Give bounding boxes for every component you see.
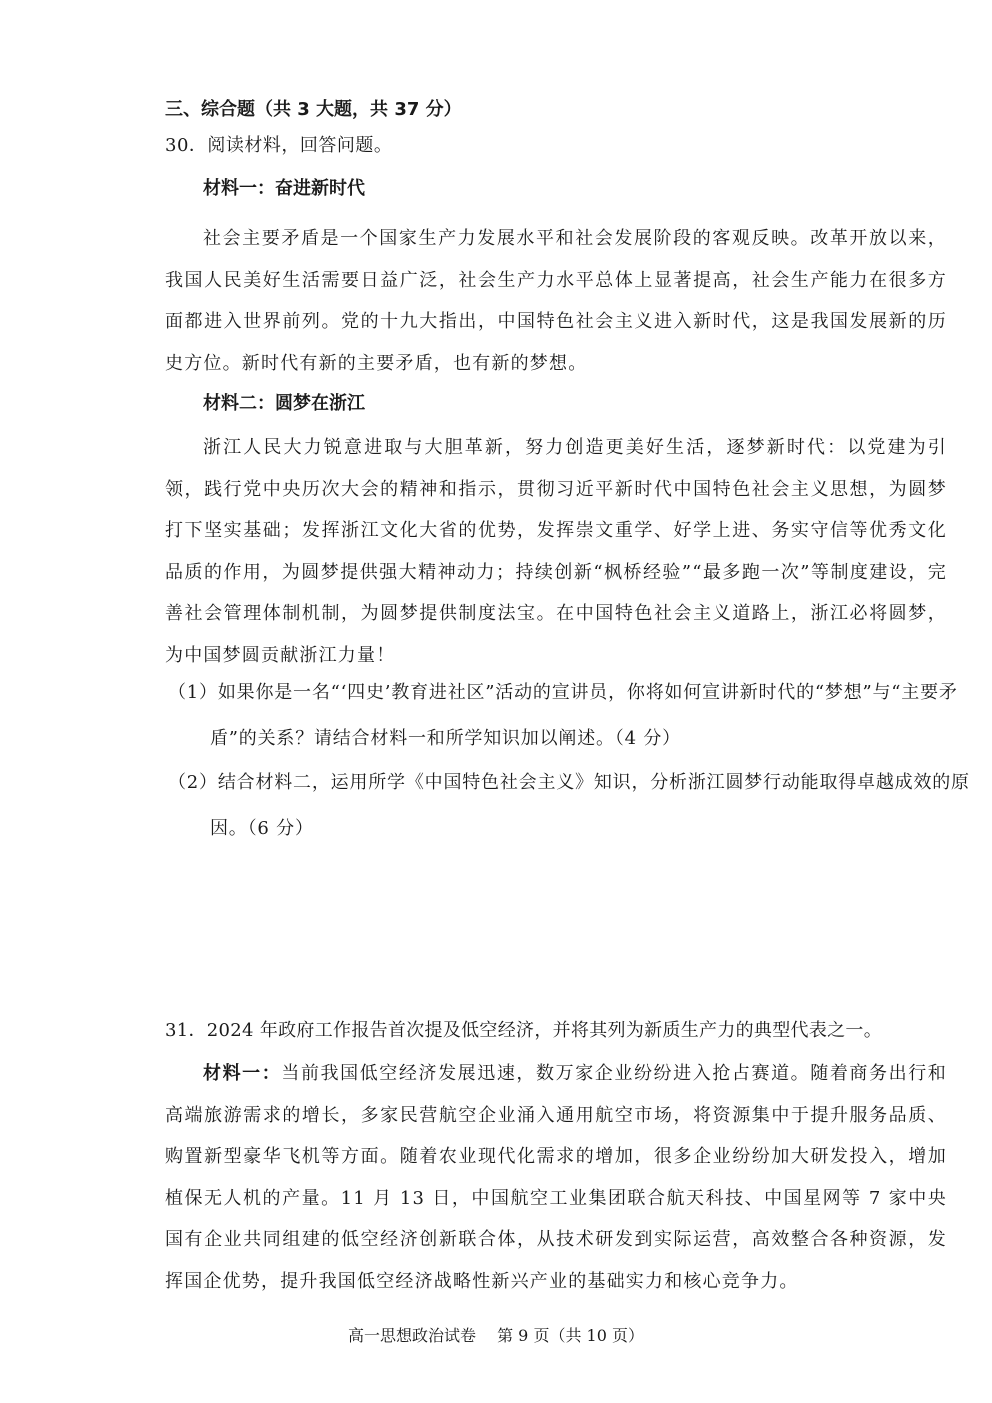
q31-material1-body: 当前我国低空经济发展迅速，数万家企业纷纷进入抢占赛道。随着商务出行和高端旅游需求的增长，多家民营航空企业涌入通用航空市场，将资源集中于提升服务品质、购置新型豪华飞机等方面。随着农业现代化需求的增加，很多企业纷纷加大研发投入，增加植保无人机的产量。11 月 13 日，中国航空工业集团联合航天科技、中国星网等 7 家中央国有企业共同组建的低空经济创新联合体，从技术研发到实际运营，高效整合各种资源，发挥国企优势，提升我国低空经济战略性新兴产业的基础实力和核心竞争力。 (165, 1063, 947, 1292)
q30-subquestion-2: （2）结合材料二，运用所学《中国特色社会主义》知识，分析浙江圆梦行动能取得卓越成效的原因。（6 分） (168, 772, 970, 839)
q30-stem: 30．阅读材料，回答问题。 (165, 135, 393, 156)
q30-subquestion-1: （1）如果你是一名“‘四史’教育进社区”活动的宣讲员，你将如何宣讲新时代的“梦想”与“主要矛盾”的关系？请结合材料一和所学知识加以阐述。（4 分） (168, 682, 958, 749)
q30-material2-title: 材料二：圆梦在浙江 (203, 393, 365, 414)
q30-material1-title: 材料一：奋进新时代 (203, 178, 365, 199)
q30-material2-body: 浙江人民大力锐意进取与大胆革新，努力创造更美好生活，逐梦新时代：以党建为引领，践行党中央历次大会的精神和指示，贯彻习近平新时代中国特色社会主义思想，为圆梦打下坚实基础；发挥浙江文化大省的优势，发挥崇文重学、好学上进、务实守信等优秀文化品质的作用，为圆梦提供强大精神动力；持续创新“枫桥经验”“最多跑一次”等制度建设，完善社会管理体制机制，为圆梦提供制度法宝。在中国特色社会主义道路上，浙江必将圆梦，为中国梦圆贡献浙江力量！ (165, 437, 947, 666)
q31-stem: 31．2024 年政府工作报告首次提及低空经济，并将其列为新质生产力的典型代表之一。 (165, 1020, 883, 1041)
q31-material1 (165, 1053, 947, 1302)
page-footer: 高一思想政治试卷 第 9 页（共 10 页） (348, 1326, 644, 1345)
section-title: 三、综合题（共 3 大题，共 37 分） (165, 99, 462, 120)
q31-material1-title: 材料一： (203, 1063, 282, 1084)
q30-material1-body: 社会主要矛盾是一个国家生产力发展水平和社会发展阶段的客观反映。改革开放以来，我国人民美好生活需要日益广泛，社会生产力水平总体上显著提高，社会生产能力在很多方面都进入世界前列。党的十九大指出，中国特色社会主义进入新时代，这是我国发展新的历史方位。新时代有新的主要矛盾，也有新的梦想。 (165, 228, 947, 374)
